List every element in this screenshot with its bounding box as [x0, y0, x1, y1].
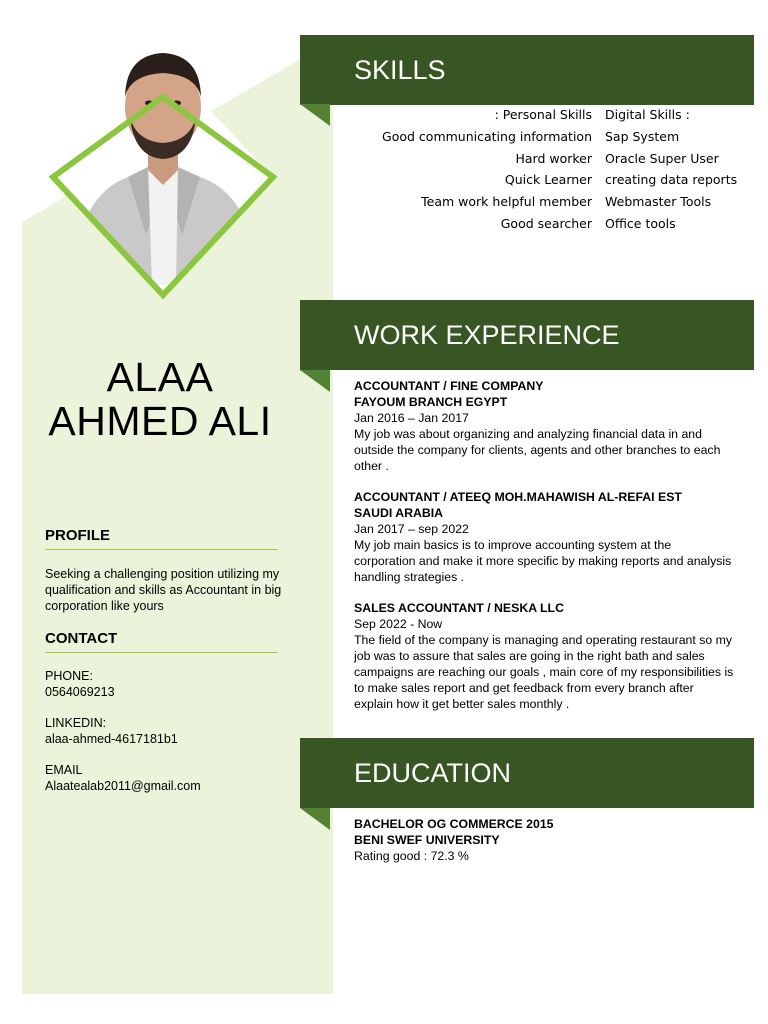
name-line-2: AHMED ALI: [48, 398, 272, 444]
job-dates: Jan 2017 – sep 2022: [354, 522, 469, 536]
job-title: ACCOUNTANT / ATEEQ MOH.MAHAWISH AL-REFAI EST: [354, 490, 682, 504]
job-subtitle: FAYOUM BRANCH EGYPT: [354, 395, 508, 409]
profile-text: Seeking a challenging position utilizing my qualification and skills as Accountant in big corporation like yours: [45, 567, 282, 613]
contact-email: [45, 762, 285, 794]
job-title: SALES ACCOUNTANT / NESKA LLC: [354, 601, 564, 615]
education-heading: EDUCATION: [300, 738, 754, 808]
job-description: The field of the company is managing and operating restaurant so my job was to assure that sales are going in the right bath and sales campaigns are reaching our goals , main core of my responsibilities is to make sales report and get feedback from every branch after explain how it get better sales monthly .: [354, 633, 734, 711]
personal-skill-1: Good communicating information: [382, 128, 592, 144]
job-description: My job main basics is to improve accounting system at the corporation and make it more specific by making reports and analysis handling strategies .: [354, 538, 732, 584]
digital-skill-0: Digital Skills :: [605, 107, 690, 122]
candidate-name: [22, 355, 298, 443]
digital-skills-list: [605, 104, 755, 235]
work-experience-heading: WORK EXPERIENCE: [300, 300, 754, 370]
email-value[interactable]: Alaatealab2011@gmail.com: [45, 779, 201, 793]
job-entry: [354, 489, 734, 585]
education-entry: [354, 816, 734, 864]
personal-skills-list: [330, 104, 592, 235]
name-line-1: ALAA: [106, 354, 214, 400]
contact-phone: [45, 668, 285, 700]
contact-linkedin: [45, 715, 285, 747]
personal-skill-2: Hard worker: [515, 150, 592, 166]
digital-skill-2: Oracle Super User: [605, 150, 719, 166]
contact-heading: CONTACT: [45, 630, 278, 653]
job-title: ACCOUNTANT / FINE COMPANY: [354, 379, 544, 393]
phone-value[interactable]: 0564069213: [45, 685, 115, 699]
profile-heading: PROFILE: [45, 527, 278, 550]
school: BENI SWEF UNIVERSITY: [354, 833, 500, 847]
skills-fold: [300, 104, 330, 126]
job-dates: Sep 2022 - Now: [354, 617, 443, 631]
personal-skill-3: Quick Learner: [504, 172, 592, 188]
personal-skill-0: : Personal Skills: [494, 107, 592, 122]
phone-label: PHONE:: [45, 669, 93, 683]
linkedin-label: LINKEDIN:: [45, 716, 107, 730]
personal-skill-4: Team work helpful member: [421, 194, 592, 210]
digital-skill-5: Office tools: [605, 215, 676, 231]
degree: BACHELOR OG COMMERCE 2015: [354, 817, 554, 831]
job-dates: Jan 2016 – Jan 2017: [354, 411, 469, 425]
job-description: My job was about organizing and analyzing financial data in and outside the company for clients, agents and other branches to each other .: [354, 427, 721, 473]
skills-heading: SKILLS: [300, 35, 754, 105]
job-entry: [354, 378, 734, 474]
digital-skill-1: Sap System: [605, 128, 680, 144]
digital-skill-3: creating data reports: [605, 172, 738, 188]
education-fold: [300, 808, 330, 830]
personal-skill-5: Good searcher: [500, 215, 592, 231]
work-fold: [300, 370, 330, 392]
job-subtitle: SAUDI ARABIA: [354, 506, 444, 520]
rating: Rating good : 72.3 %: [354, 849, 469, 863]
digital-skill-4: Webmaster Tools: [605, 194, 712, 210]
profile-photo: [48, 45, 278, 300]
photo-diamond-frame: [48, 45, 278, 300]
linkedin-value[interactable]: alaa-ahmed-4617181b1: [45, 732, 178, 746]
job-entry: [354, 600, 734, 712]
email-label: EMAIL: [45, 763, 83, 777]
